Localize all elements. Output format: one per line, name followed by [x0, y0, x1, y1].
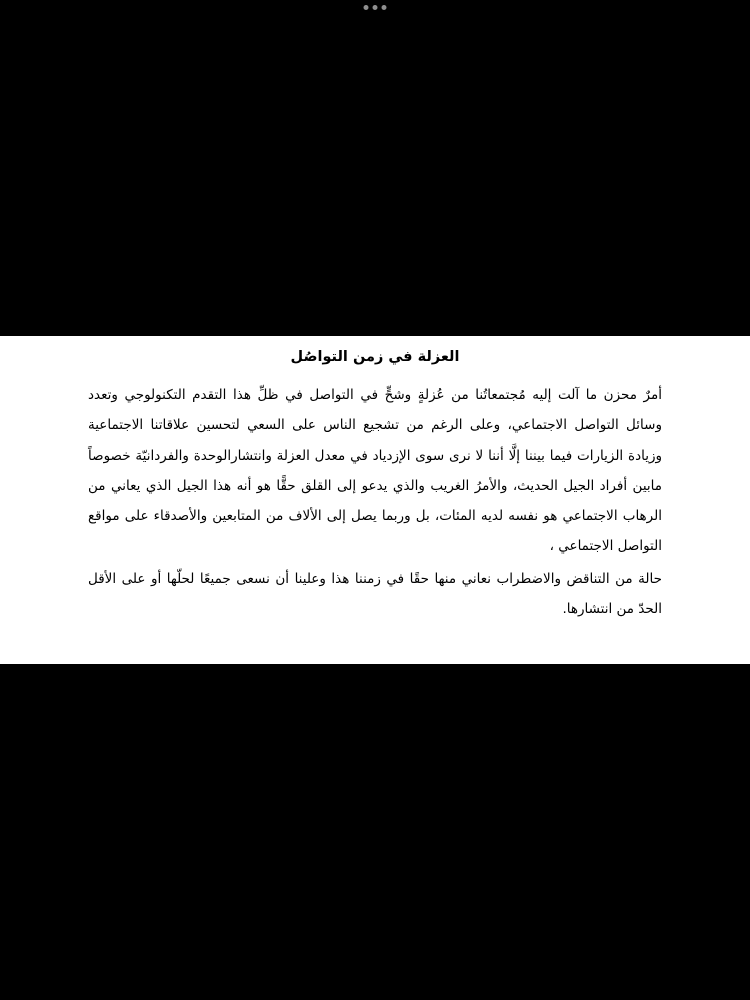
more-options-icon[interactable] [364, 5, 387, 10]
document-paragraph-2: حالة من التناقض والاضطراب نعاني منها حقًا في زمننا هذا وعلينا أن نسعى جميعًا لحلّها أو على الأقل الحدّ من انتشارها. [88, 570, 662, 618]
dot-icon [373, 5, 378, 10]
document-page [0, 336, 750, 664]
dot-icon [382, 5, 387, 10]
dot-icon [364, 5, 369, 10]
document-title: العزلة في زمن التواصُل [290, 349, 460, 365]
document-paragraph-1: أمرٌ محزن ما آلت إليه مُجتمعاتُنا من عُزلةٍ وشحٍّ في التواصل في ظلِّ هذا التقدم التكنولوجي وتعدد وسائل التواصل الاجتماعي، وعلى الرغم من تشجيع الناس على السعي لتحسين علاقاتنا الاجتماعية وزيادة الزيارات فيما بيننا إلَّا أننا لا نرى سوى الإزدياد في معدل العزلة وانتشارالوحدة والفردانيّة خصوصاً مابين أفراد الجيل الحديث، والأمرُ الغريب والذي يدعو إلى القلق حقًّا هو أنه هذا الجيل الذي يعاني من الرهاب الاجتماعي هو نفسه لديه المئات، بل وربما يصل إلى الألاف من المتابعين والأصدقاء على مواقع التواصل الاجتماعي ، [88, 387, 662, 555]
